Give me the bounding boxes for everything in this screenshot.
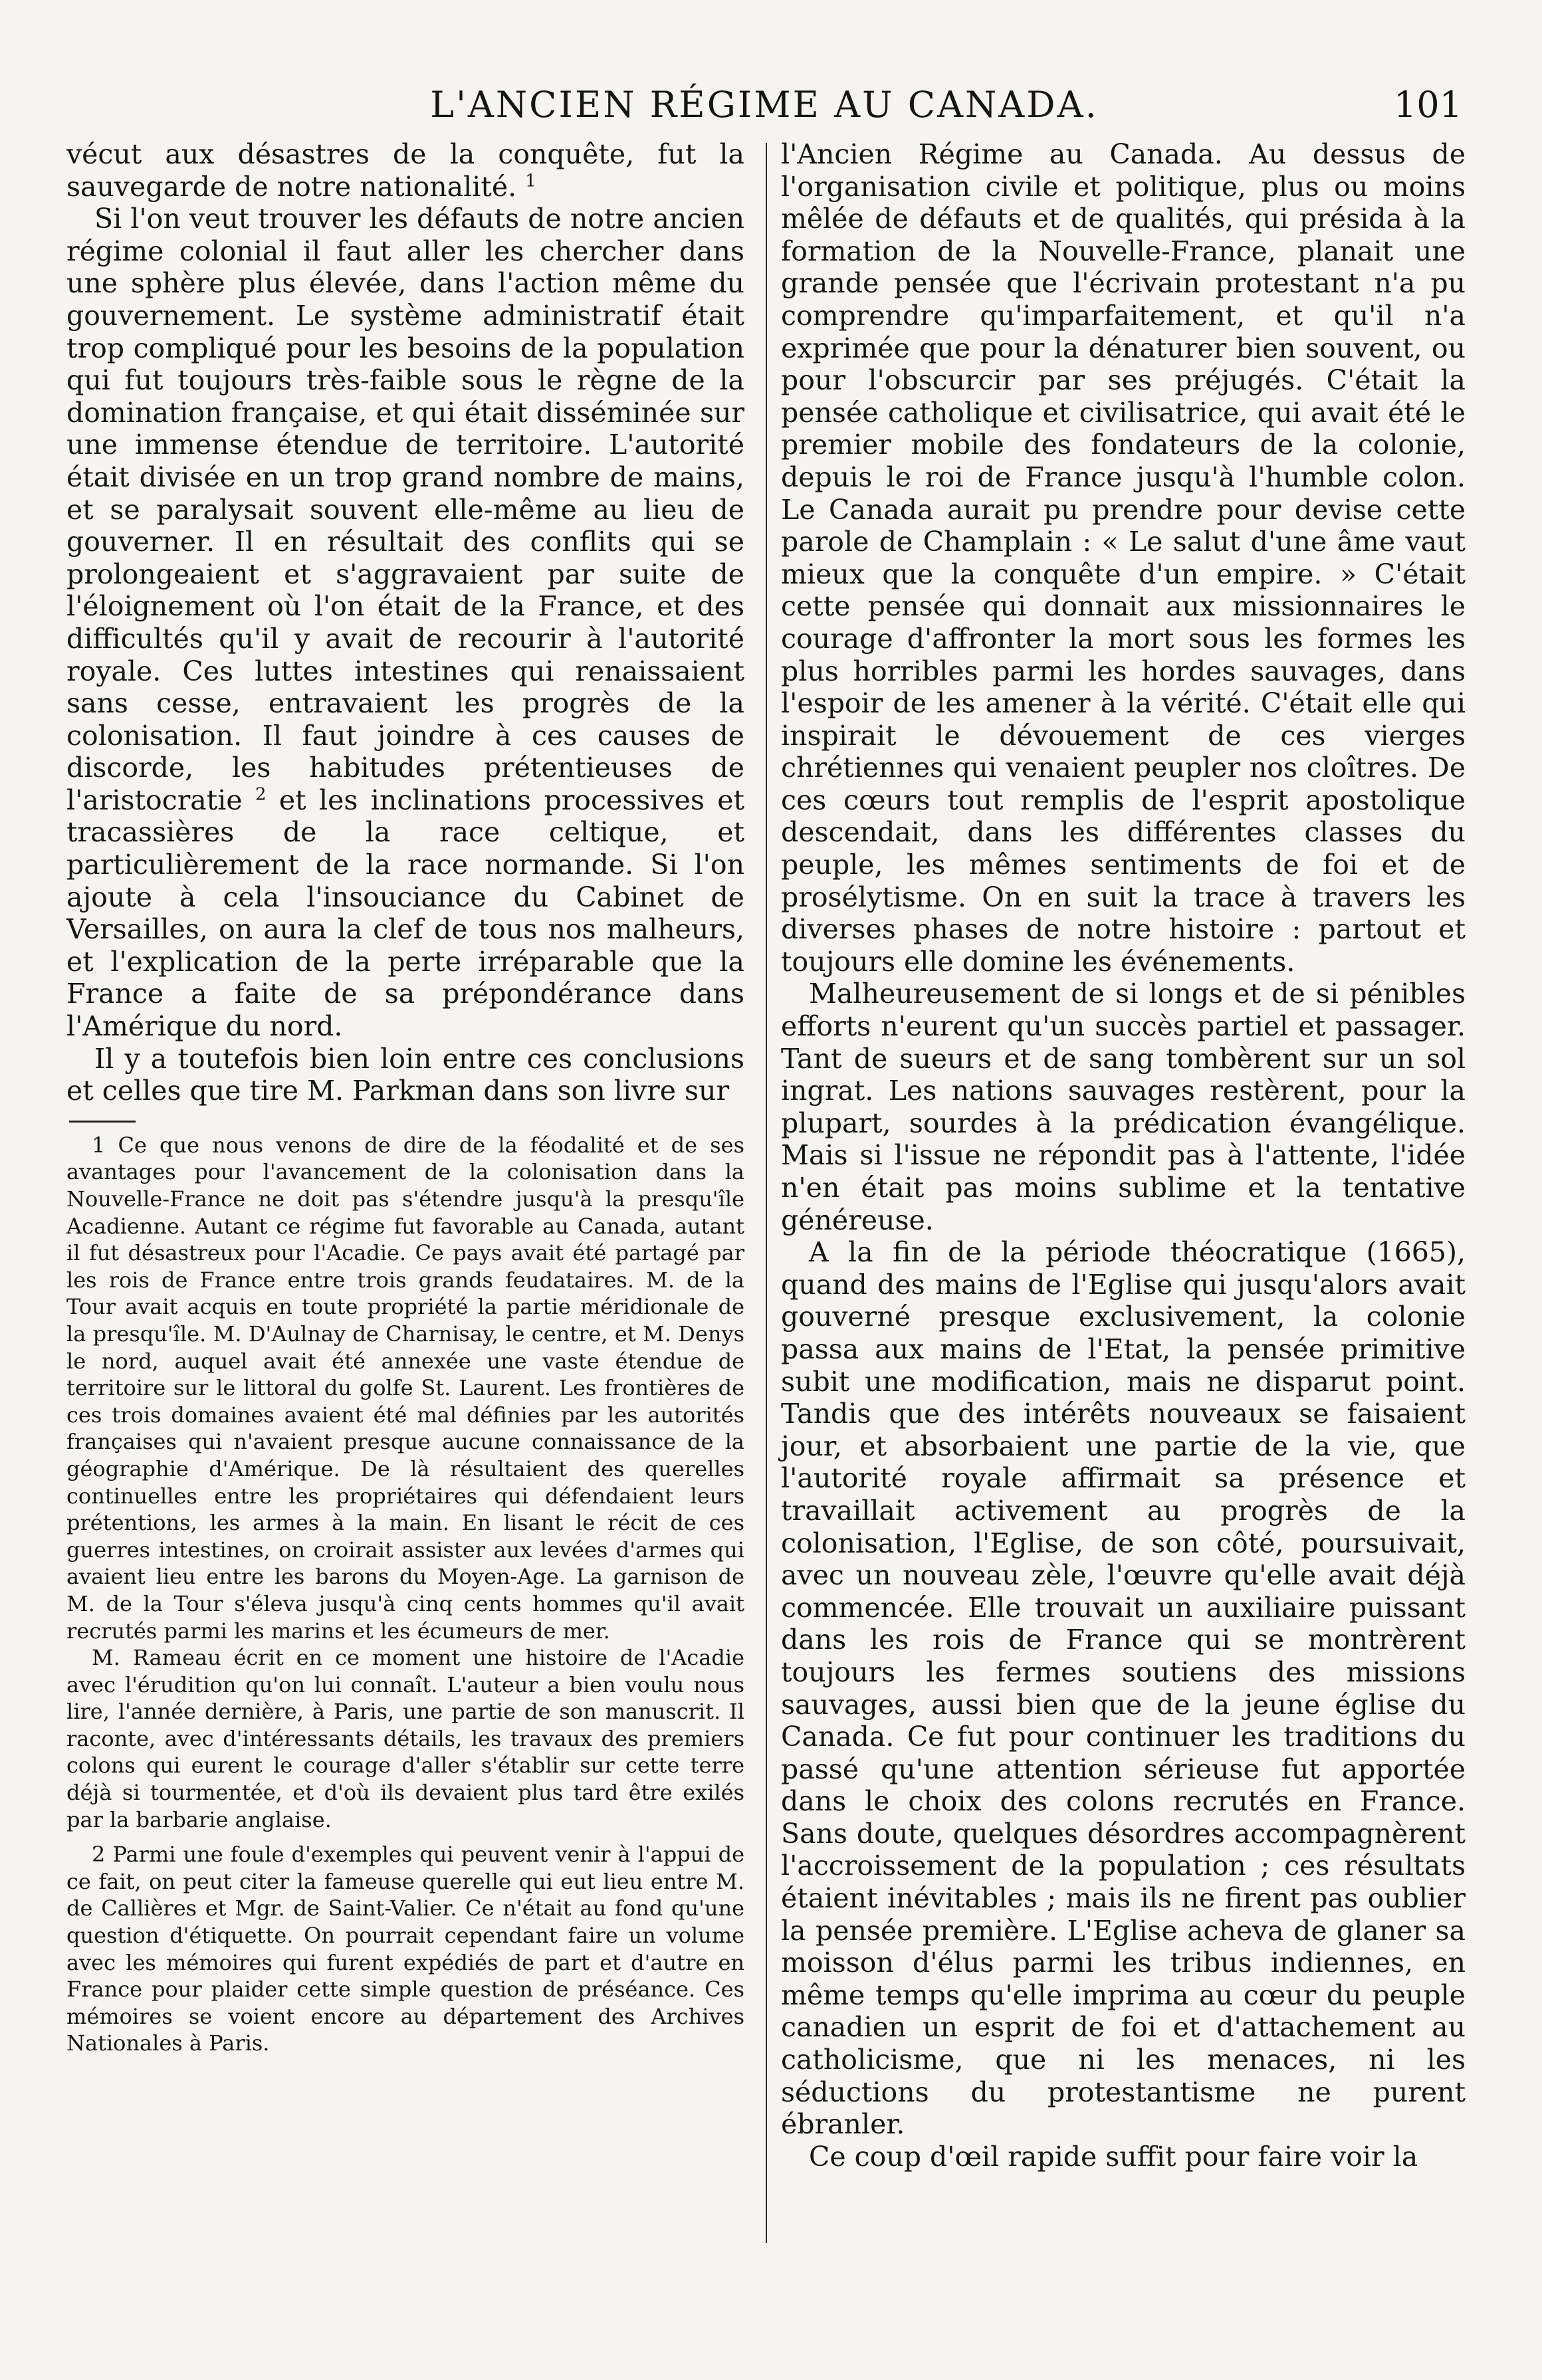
paragraph: Malheureusement de si longs et de si pénibles efforts n'eurent qu'un succès partiel et passager. Tant de sueurs et de sang tombèrent sur un sol ingrat. Les nations sauvages restèrent, pour la plupart, sourdes à la prédication évangélique. Mais si l'issue ne répondit pas à l'attente, l'idée n'en était pas moins sublime et la tentative généreuse. bbox=[781, 978, 1466, 1236]
footnote: 1 Ce que nous venons de dire de la féodalité et de ses avantages pour l'avancement de la colonisation dans la Nouvelle-France ne doit pas s'étendre jusqu'à la presqu'île Acadienne. Autant ce régime fut favorable au Canada, autant il fut désastreux pour l'Acadie. Ce pays avait été partagé par les rois de France entre trois grands feudataires. M. de la Tour avait acquis en toute propriété la partie méridionale de la presqu'île. M. D'Aulnay de Charnisay, le centre, et M. Denys le nord, auquel avait été annexée une vaste étendue de territoire sur le littoral du golfe St. Laurent. Les frontières de ces trois domaines avaient été mal définies par les autorités françaises qui n'avaient presque aucune connaissance de la géographie d'Amérique. De là résultaient des querelles continuelles entre les propriétaires qui défendaient leurs prétentions, les armes à la main. En lisant le récit de ces guerres intestines, on croirait assister aux levées d'armes qui avaient lieu entre les barons du Moyen-Age. La garnison de M. de la Tour s'éleva jusqu'à cinq cents hommes qu'il avait recrutés parmi les marins et les écumeurs de mer. bbox=[66, 1132, 744, 1644]
right-column bbox=[781, 138, 1466, 2173]
page-number: 101 bbox=[1393, 84, 1462, 126]
paragraph: Ce coup d'œil rapide suffit pour faire voir la bbox=[809, 2140, 1418, 2173]
footnote: 2 Parmi une foule d'exemples qui peuvent venir à l'appui de ce fait, on peut citer la fameuse querelle qui eut lieu entre M. de Callières et Mgr. de Saint-Valier. Ce n'était au fond qu'une question d'étiquette. On pourrait cependant faire un volume avec les mémoires qui furent expédiés de part et d'autre en France pour plaider cette simple question de préséance. Ces mémoires se voient encore au département des Archives Nationales à Paris. bbox=[66, 1842, 744, 2056]
paragraph: vécut aux désastres de la conquête, fut la sauvegarde de notre nationalité. $^1$ bbox=[66, 138, 744, 203]
paragraph: A la fin de la période théocratique (1665), quand des mains de l'Eglise qui jusqu'alors avait gouverné presque exclusivement, la colonie passa aux mains de l'Etat, la pensée primitive subit une modification, mais ne disparut point. Tandis que des intérêts nouveaux se faisaient jour, et absorbaient une partie de la vie, que l'autorité royale affirmait sa présence et travaillait activement au progrès de la colonisation, l'Eglise, de son côté, poursuivait, avec un nouveau zèle, l'œuvre qu'elle avait déjà commencée. Elle trouvait un auxiliaire puissant dans les rois de France qui se montrèrent toujours les fermes soutiens des missions sauvages, aussi bien que de la jeune église du Canada. Ce fut pour continuer les traditions du passé qu'une attention sérieuse fut apportée dans le choix des colons recrutés en France. Sans doute, quelques désordres accompagnèrent l'accroissement de la population ; ces résultats étaient inévitables ; mais ils ne firent pas oublier la pensée première. L'Eglise acheva de glaner sa moisson d'élus parmi les tribus indiennes, en même temps qu'elle imprima au cœur du peuple canadien un esprit de foi et d'attachement au catholicisme, que ni les menaces, ni les séductions du protestantisme ne purent ébranler. bbox=[781, 1236, 1466, 2141]
footnotes bbox=[66, 1132, 744, 2057]
footnote-mark: 1 bbox=[525, 170, 536, 191]
footnote: M. Rameau écrit en ce moment une histoire de l'Acadie avec l'érudition qu'on lui connaît. L'auteur a bien voulu nous lire, l'année dernière, à Paris, une partie de son manuscrit. Il raconte, avec d'intéressants détails, les travaux des premiers colons qui eurent le courage d'aller s'établir sur cette terre déjà si tourmentée, et d'où ils devaient plus tard être exilés par la barbarie anglaise. bbox=[66, 1645, 744, 1832]
left-column bbox=[66, 138, 744, 2057]
running-title: L'ANCIEN RÉGIME AU CANADA. bbox=[430, 84, 1099, 126]
paragraph: Il y a toutefois bien loin entre ces conclusions et celles que tire M. Parkman dans son livre sur bbox=[66, 1042, 744, 1107]
footnote-rule bbox=[69, 1121, 136, 1123]
footnote-mark: 2 bbox=[255, 784, 267, 805]
running-header bbox=[66, 84, 1462, 130]
paragraph: l'Ancien Régime au Canada. Au dessus de l'organisation civile et politique, plus ou moins mêlée de défauts et de qualités, qui présida à la formation de la Nouvelle-France, planait une grande pensée que l'écrivain protestant n'a pu comprendre qu'imparfaitement, et qu'il n'a exprimée que pour la dénaturer bien souvent, ou pour l'obscurcir par ses préjugés. C'était la pensée catholique et civilisatrice, qui avait été le premier mobile des fondateurs de la colonie, depuis le roi de France jusqu'à l'humble colon. Le Canada aurait pu prendre pour devise cette parole de Champlain : « Le salut d'une âme vaut mieux que la conquête d'un empire. » C'était cette pensée qui donnait aux missionnaires le courage d'affronter la mort sous les formes les plus horribles parmi les hordes sauvages, dans l'espoir de les amener à la vérité. C'était elle qui inspirait le dévouement de ces vierges chrétiennes qui venaient peupler nos cloîtres. De ces cœurs tout remplis de l'esprit apostolique descendait, dans les différentes classes du peuple, les mêmes sentiments de foi et de prosélytisme. On en suit la trace à travers les diverses phases de notre histoire : partout et toujours elle domine les événements. bbox=[781, 138, 1466, 978]
column-divider bbox=[766, 143, 767, 2243]
paragraph: Si l'on veut trouver les défauts de notre ancien régime colonial il faut aller les chercher dans une sphère plus élevée, dans l'action même du gouvernement. Le système administratif était trop compliqué pour les besoins de la population qui fut toujours très-faible sous le règne de la domination française, et qui était disséminée sur une immense étendue de territoire. L'autorité était divisée en un trop grand nombre de mains, et se paralysait souvent elle-même au lieu de gouverner. Il en résultait des conflits qui se prolongeaient et s'aggravaient par suite de l'éloignement où l'on était de la France, et des difficultés qu'il y avait de recourir à l'autorité royale. Ces luttes intestines qui renaissaient sans cesse, entravaient les progrès de la colonisation. Il faut joindre à ces causes de discorde, les habitudes prétentieuses de l'aristocratie $^2$ et les inclinations processives et tracassières de la race celtique, et particulièrement de la race normande. Si l'on ajoute à cela l'insouciance du Cabinet de Versailles, on aura la clef de tous nos malheurs, et l'explication de la perte irréparable que la France a faite de sa prépondérance dans l'Amérique du nord. bbox=[66, 203, 744, 1043]
